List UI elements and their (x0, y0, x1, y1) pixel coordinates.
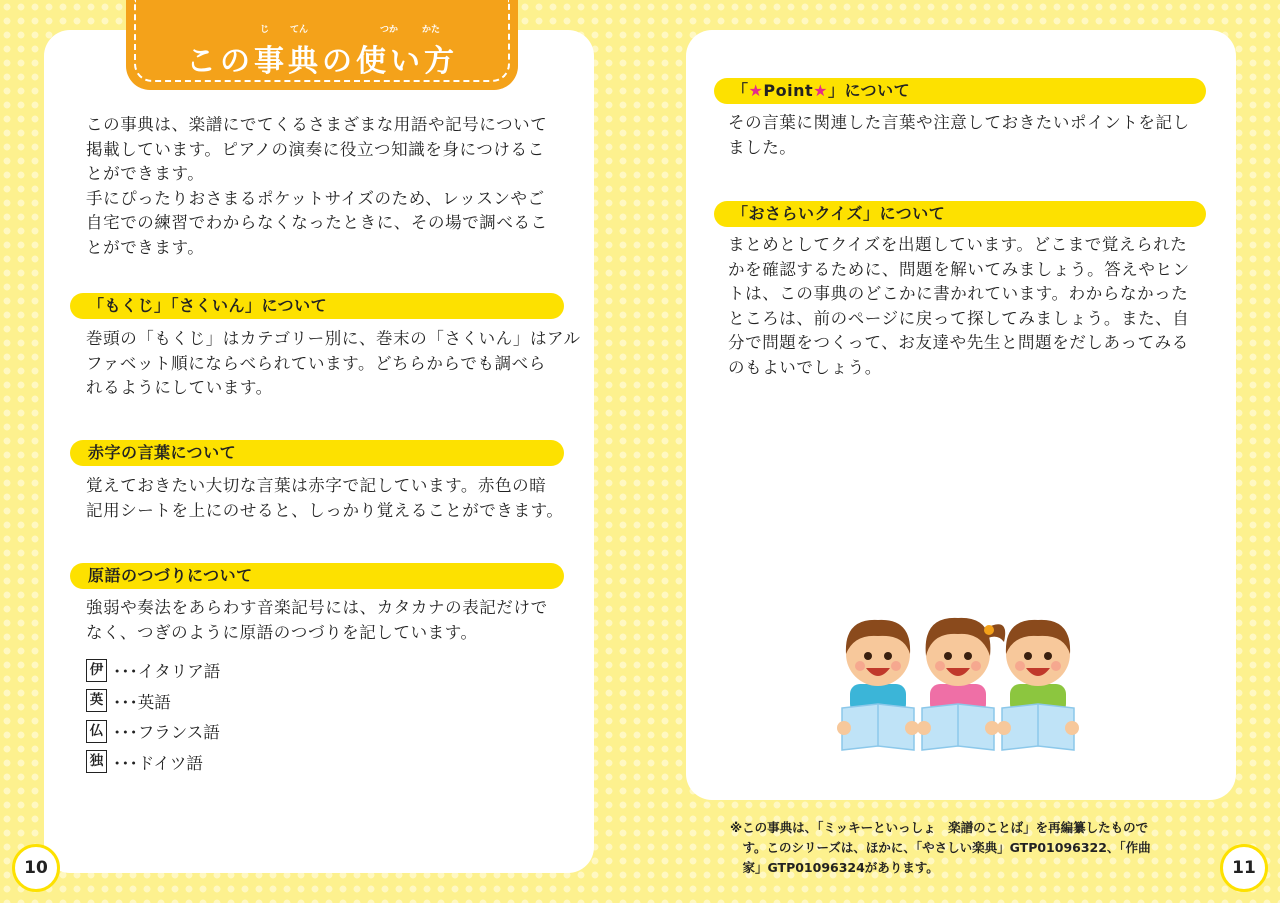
child-boy-left (837, 620, 919, 750)
language-label: ･･･イタリア語 (113, 662, 221, 682)
child-girl-middle (917, 618, 1005, 750)
language-label: ･･･フランス語 (113, 723, 220, 743)
language-abbr-box: 英 (86, 689, 107, 712)
title-ruby: じ (260, 25, 270, 35)
section-heading: 赤字の言葉について (70, 440, 564, 466)
point-heading-word: Point (763, 81, 814, 100)
section-body: 巻頭の「もくじ」はカテゴリー別に、巻末の「さくいん」はアル ファベット順にならべられています。どちらからでも調べら れるようにしています。 (86, 329, 581, 397)
title-tab (126, 0, 518, 90)
page-title: この事典の使い方 (186, 44, 458, 79)
language-abbr-box: 伊 (86, 659, 107, 682)
language-label: ･･･ドイツ語 (113, 753, 203, 773)
footnote: ※この事典は、「ミッキーといっしょ 楽譜のことば」を再編纂したもので す。このシリーズは、ほかに、「やさしい楽典」GTP01096322、「作曲 家」GTP01096324があります。 (730, 820, 1151, 875)
point-body: その言葉に関連した言葉や注意しておきたいポイントを記し ました。 (728, 113, 1190, 157)
language-abbr-box: 仏 (86, 720, 107, 743)
point-heading-close: 」について (827, 81, 911, 100)
children-reading-illustration (832, 608, 1082, 756)
point-heading-open: 「 (732, 81, 749, 100)
page-number-right: 11 (1220, 844, 1268, 892)
intro-text: この事典は、楽譜にでてくるさまざまな用語や記号について 掲載しています。ピアノの演奏に役立つ知識を身につけるこ とができます。 手にぴったりおさまるポケットサイズのため、レッスンやご 自宅での練習でわからなくなったときに、その場で調べるこ とができます。 (86, 115, 548, 257)
title-ruby: かた (422, 25, 441, 35)
quiz-heading: 「おさらいクイズ」について (714, 201, 1206, 227)
language-row (86, 686, 220, 717)
section-body: 強弱や奏法をあらわす音楽記号には、カタカナの表記だけで なく、つぎのように原語のつづりを記しています。 (86, 598, 548, 642)
language-row (86, 655, 220, 686)
language-label: ･･･英語 (113, 692, 171, 712)
language-row (86, 747, 220, 778)
star-icon: ★ (748, 81, 764, 100)
quiz-body: まとめとしてクイズを出題しています。どこまで覚えられた かを確認するために、問題を解いてみましょう。答えやヒン トは、この事典のどこかに書かれています。わからなかった ところは、前のページに戻って探してみましょう。また、自 分で問題をつくって、お友達や先生と問題をだしあってみる のもよいでしょう。 (728, 235, 1190, 377)
section-body: 覚えておきたい大切な言葉は赤字で記しています。赤色の暗 記用シートを上にのせると、しっかり覚えることができます。 (86, 476, 564, 520)
language-abbr-box: 独 (86, 750, 107, 773)
language-row (86, 716, 220, 747)
section-heading: 原語のつづりについて (70, 563, 564, 589)
title-ruby: てん (290, 25, 309, 35)
language-legend (86, 655, 220, 777)
page-number-left: 10 (12, 844, 60, 892)
section-heading: 「もくじ」「さくいん」について (70, 293, 564, 319)
star-icon: ★ (813, 81, 828, 100)
title-ruby: つか (380, 25, 399, 35)
child-boy-right (997, 620, 1079, 750)
point-heading (714, 78, 1206, 104)
